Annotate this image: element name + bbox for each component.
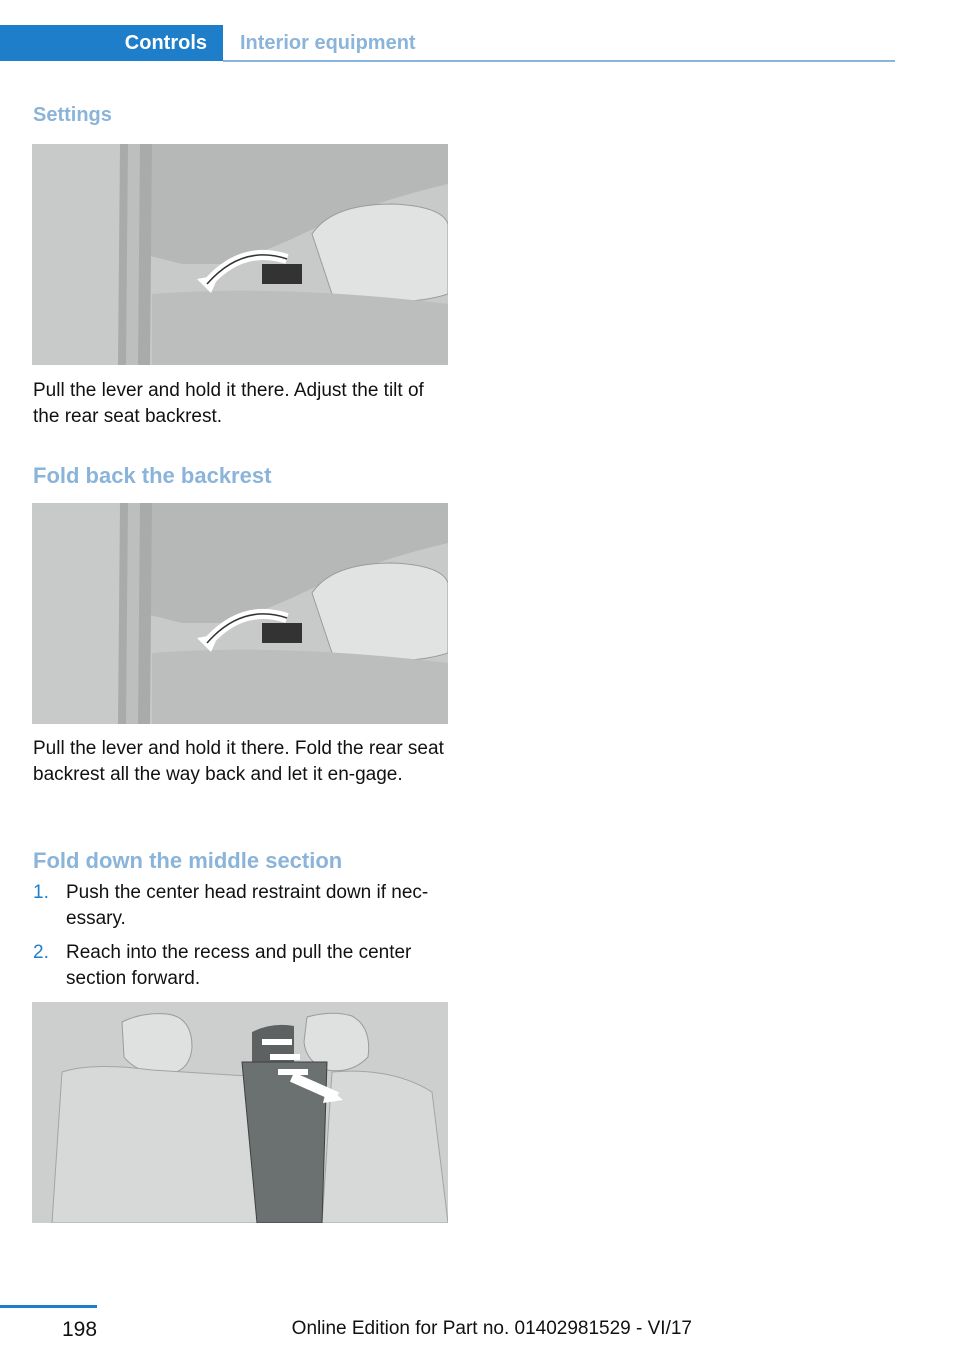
fold-back-text: Pull the lever and hold it there. Fold the rear seat backrest all the way back and let it en-gage. [33, 738, 444, 785]
fold-middle-steps [33, 880, 453, 1000]
step-text: Reach into the recess and pull the center section forward. [66, 942, 412, 989]
header-divider [223, 60, 895, 62]
footer-edition: Online Edition for Part no. 01402981529 - VI/17 [291, 1318, 692, 1339]
illustration-middle-section [32, 1002, 448, 1223]
settings-heading: Settings [33, 104, 112, 126]
fold-middle-heading: Fold down the middle section [33, 848, 343, 873]
list-item [33, 880, 453, 932]
page-number: 198 [62, 1318, 98, 1341]
step-number: 2. [33, 942, 49, 963]
step-text: Push the center head restraint down if nec-essary. [66, 882, 429, 929]
step-number: 1. [33, 882, 49, 903]
list-item [33, 940, 453, 992]
illustration-fold-back [32, 503, 448, 724]
page-number-bar [0, 1305, 97, 1308]
tab-interior-equipment-label: Interior equipment [240, 31, 416, 54]
fold-back-heading: Fold back the backrest [33, 463, 272, 488]
tab-controls[interactable] [0, 25, 223, 61]
tab-controls-label: Controls [124, 31, 207, 54]
illustration-backrest-lever [32, 144, 448, 365]
tab-interior-equipment[interactable] [240, 25, 416, 61]
settings-text: Pull the lever and hold it there. Adjust the tilt of the rear seat backrest. [33, 380, 424, 427]
